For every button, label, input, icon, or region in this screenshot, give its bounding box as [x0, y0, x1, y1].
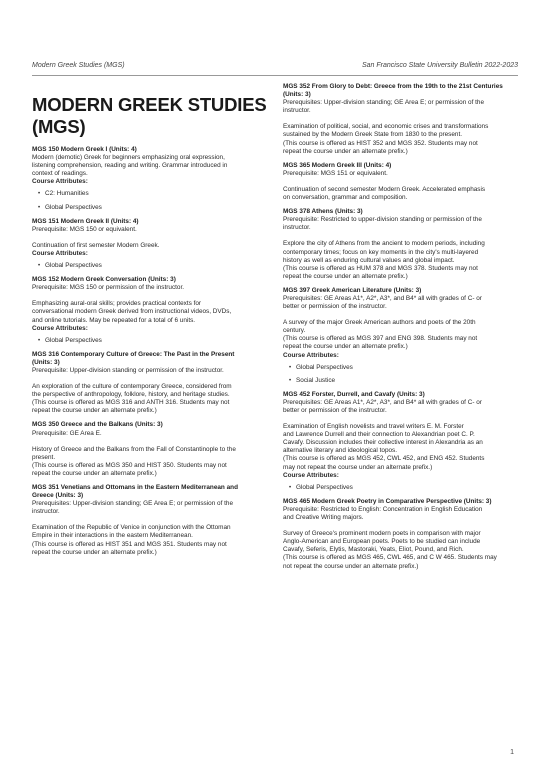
- attribute-item: • Global Perspectives: [38, 337, 267, 345]
- course-prerequisite: Prerequisites: GE Areas A1*, A2*, A3*, and B4* all with grades of C- or better or permission of the instructor.: [283, 398, 482, 414]
- course-description: Explore the city of Athens from the ancient to modern periods, including contemporary times; focus on key moments in the city's multi-layered history as well as enduring cultural values and global impact. (This course is offered as HUM 378 and MGS 378. Students may not repeat the course under an alternate prefix.): [283, 240, 485, 280]
- course-title: MGS 316 Contemporary Culture of Greece: The Past in the Present (Units: 3): [32, 350, 235, 366]
- attribute-item: • C2: Humanities: [38, 190, 267, 198]
- course-prerequisite: Prerequisite: MGS 151 or equivalent.: [283, 169, 388, 177]
- course-title: MGS 151 Modern Greek II (Units: 4): [32, 217, 139, 225]
- course-title: MGS 150 Modern Greek I (Units: 4): [32, 146, 137, 153]
- course-title: MGS 152 Modern Greek Conversation (Units: 3): [32, 276, 176, 284]
- course-description: Continuation of first semester Modern Greek.: [32, 241, 160, 249]
- course-attributes-heading: Course Attributes:: [32, 249, 88, 257]
- course-mgs-465: [283, 498, 518, 571]
- course-attributes-list: [38, 337, 267, 345]
- course-prerequisite: Prerequisites: Upper-division standing; GE Area E; or permission of the instructor.: [32, 500, 234, 516]
- course-mgs-350: [32, 421, 267, 478]
- header-section-name: Modern Greek Studies (MGS): [32, 62, 125, 69]
- course-description: Emphasizing aural-oral skills; provides practical contexts for conversational modern Greek derived from instructional videos, DVDs, and online tutorials. May be repeated for a total of 6 units.: [32, 300, 232, 324]
- course-title: MGS 350 Greece and the Balkans (Units: 3): [32, 421, 163, 429]
- course-description: A survey of the major Greek American authors and poets of the 20th century. (This course is offered as MGS 397 and ENG 398. Students may not repeat the course under an alternate prefix.): [283, 319, 478, 351]
- attribute-item: • Global Perspectives: [289, 484, 518, 492]
- course-attributes-list: [289, 484, 518, 492]
- course-mgs-397: [283, 287, 518, 385]
- course-description: Examination of English novelists and travel writers E. M. Forster and Lawrence Durrell and their connection to Alexandrian poet C. P. Cavafy. Discussion includes their collective interest in Alexandria as an alternative literary and ideological topos. (This course is offered as MGS 452, CWL 452, and ENG 452. Students may not repeat the course under an alternate prefix.): [283, 423, 485, 471]
- course-mgs-378: [283, 208, 518, 281]
- header-rule: [32, 75, 518, 76]
- course-description: Examination of political, social, and economic crises and transformations sustained by the Modern Greek State from 1830 to the present. (This course is offered as HIST 352 and MGS 352. Students may not repeat the course under an alternate prefix.): [283, 123, 489, 155]
- course-attributes-list: [289, 364, 518, 385]
- course-title: MGS 452 Forster, Durrell, and Cavafy (Units: 3): [283, 390, 425, 398]
- running-header: [32, 62, 518, 69]
- course-description: Survey of Greece's prominent modern poets in comparison with major Anglo-American and European poets. Poets to be studied can include Cavafy, Seferis, Elytis, Mastoraki, Yeats, Eliot, Pound, and Rich. (This course is offered as MGS 465, CWL 465, and C W 465. Students may not repeat the course under an alternate prefix.): [283, 530, 497, 570]
- left-column: [32, 83, 267, 563]
- course-mgs-352: [283, 83, 518, 156]
- course-description: Continuation of second semester Modern Greek. Accelerated emphasis on conversation, grammar and composition.: [283, 185, 486, 202]
- course-attributes-heading: Course Attributes:: [32, 178, 88, 186]
- course-prerequisite: Prerequisite: MGS 150 or permission of the instructor.: [32, 284, 185, 292]
- course-attributes-list: [38, 262, 267, 270]
- course-prerequisite: Prerequisite: Restricted to upper-division standing or permission of the instructor.: [283, 216, 482, 232]
- course-prerequisite: Prerequisites: Upper-division standing; GE Area E; or permission of the instructor.: [283, 99, 485, 115]
- course-prerequisite: Prerequisite: GE Area E.: [32, 429, 102, 437]
- attribute-item: • Global Perspectives: [38, 204, 267, 212]
- course-mgs-151: [32, 218, 267, 270]
- course-attributes-heading: Course Attributes:: [32, 324, 88, 332]
- course-mgs-150: [32, 146, 267, 212]
- course-prerequisite: Prerequisite: Restricted to English: Concentration in English Education and Creative Writing majors.: [283, 505, 483, 522]
- course-title: MGS 351 Venetians and Ottomans in the Eastern Mediterranean and Greece (Units: 3): [32, 484, 238, 500]
- course-description: Modern (demotic) Greek for beginners emphasizing oral expression, listening comprehension, reading and writing. Grammar introduced in context of readings.: [32, 154, 228, 178]
- course-mgs-351: [32, 484, 267, 557]
- right-column: [283, 83, 518, 577]
- page-number: 1: [510, 749, 514, 756]
- course-mgs-316: [32, 351, 267, 416]
- course-description: Examination of the Republic of Venice in conjunction with the Ottoman Empire in their interactions in the eastern Mediterranean. (This course is offered as HIST 351 and MGS 351. Students may not repeat the course under an alternate prefix.): [32, 524, 231, 556]
- course-description: An exploration of the culture of contemporary Greece, considered from the perspective of anthropology, folklore, history, and heritage studies. (This course is offered as MGS 316 and ANTH 316. Students may not repeat the course under an alternate prefix.): [32, 383, 232, 415]
- course-prerequisite: Prerequisite: Upper-division standing or permission of the instructor.: [32, 366, 224, 374]
- course-title: MGS 365 Modern Greek III (Units: 4): [283, 161, 392, 169]
- course-prerequisite: Prerequisites: GE Areas A1*, A2*, A3*, and B4* all with grades of C- or better or permission of the instructor.: [283, 294, 482, 311]
- course-title: MGS 378 Athens (Units: 3): [283, 208, 363, 216]
- course-mgs-365: [283, 162, 518, 202]
- attribute-item: • Social Justice: [289, 377, 518, 385]
- course-attributes-list: [38, 190, 267, 211]
- course-description: History of Greece and the Balkans from the Fall of Constantinople to the present. (This course is offered as MGS 350 and HIST 350. Students may not repeat the course under an alternate prefix.): [32, 445, 236, 477]
- course-title: MGS 397 Greek American Literature (Units: 3): [283, 286, 422, 294]
- course-mgs-452: [283, 391, 518, 492]
- course-mgs-152: [32, 276, 267, 345]
- page-title: MODERN GREEK STUDIES (MGS): [32, 94, 267, 137]
- course-title: MGS 465 Modern Greek Poetry in Comparative Perspective (Units: 3): [283, 497, 492, 505]
- attribute-item: • Global Perspectives: [289, 364, 518, 372]
- course-attributes-heading: Course Attributes:: [283, 471, 339, 479]
- header-bulletin-name: San Francisco State University Bulletin 2022-2023: [361, 62, 518, 69]
- course-title: MGS 352 From Glory to Debt: Greece from the 19th to the 21st Centuries (Units: 3): [283, 83, 503, 99]
- course-prerequisite: Prerequisite: MGS 150 or equivalent.: [32, 225, 137, 233]
- course-attributes-heading: Course Attributes:: [283, 351, 339, 359]
- attribute-item: • Global Perspectives: [38, 262, 267, 270]
